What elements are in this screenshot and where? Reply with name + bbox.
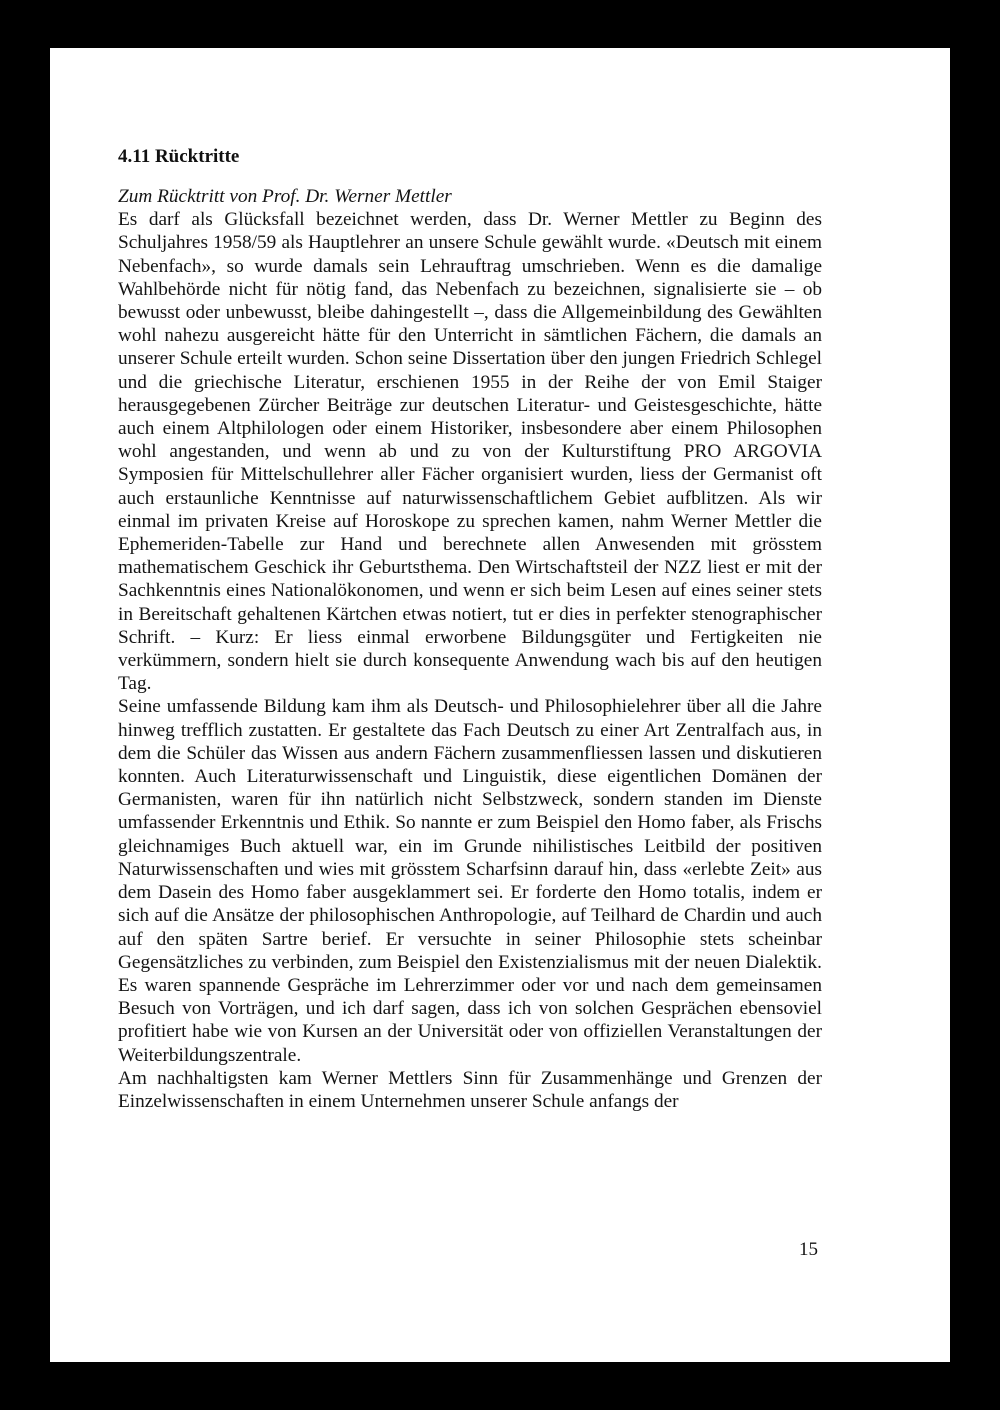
paragraph-3: Am nachhaltigsten kam Werner Mettlers Sinn für Zusammenhänge und Grenzen der Einzelwissenschaften in einem Unternehmen unserer Schule anfangs der — [118, 1067, 822, 1112]
section-heading: 4.11 Rücktritte — [118, 146, 240, 167]
section-body — [118, 185, 822, 1113]
paragraph-1: Es darf als Glücksfall bezeichnet werden, dass Dr. Werner Mettler zu Beginn des Schuljahres 1958/59 als Hauptlehrer an unsere Schule gewählt wurde. «Deutsch mit einem Nebenfach», so wurde damals sein Lehrauftrag umschrieben. Wenn es die damalige Wahlbehörde nicht für nötig fand, das Nebenfach zu bezeichnen, signalisierte sie – ob bewusst oder unbewusst, bleibe dahingestellt –, dass die Allgemeinbildung des Gewählten wohl nahezu ausgereicht hätte für den Unterricht in sämtlichen Fächern, die damals an unserer Schule erteilt wurden. Schon seine Dissertation über den jungen Friedrich Schlegel und die griechische Literatur, erschienen 1955 in der Reihe der von Emil Staiger herausgegebenen Zürcher Beiträge zur deutschen Literatur- und Geistesgeschichte, hätte auch einem Altphilologen oder einem Historiker, insbesondere aber einem Philosophen wohl angestanden, und wenn ab und zu von der Kulturstiftung PRO ARGOVIA Symposien für Mittelschullehrer aller Fächer organisiert wurden, liess der Germanist oft auch erstaunliche Kenntnisse auf naturwissenschaftlichem Gebiet aufblitzen. Als wir einmal im privaten Kreise auf Horoskope zu sprechen kamen, nahm Werner Mettler die Ephemeriden-Tabelle zur Hand und berechnete allen Anwesenden mit grösstem mathematischem Geschick ihr Geburtsthema. Den Wirtschaftsteil der NZZ liest er mit der Sachkenntnis eines Nationalökonomen, und wenn er sich beim Lesen auf eines seiner stets in Bereitschaft gehaltenen Kärtchen etwas notiert, tut er dies in perfekter stenographischer Schrift. – Kurz: Er liess einmal erworbene Bildungsgüter und Fertigkeiten nie verkümmern, sondern hielt sie durch konsequente Anwendung wach bis auf den heutigen Tag. — [118, 209, 822, 695]
section-subtitle: Zum Rücktritt von Prof. Dr. Werner Mettler — [118, 186, 452, 207]
page-number: 15 — [799, 1239, 818, 1260]
paragraph-2: Seine umfassende Bildung kam ihm als Deutsch- und Philosophielehrer über all die Jahre hinweg trefflich zustatten. Er gestaltete das Fach Deutsch zu einer Art Zentralfach aus, in dem die Schüler das Wissen aus andern Fächern zusammenfliessen lassen und diskutieren konnten. Auch Literaturwissenschaft und Linguistik, diese eigentlichen Domänen der Germanisten, waren für ihn natürlich nicht Selbstzweck, sondern standen im Dienste umfassender Erkenntnis und Ethik. So nannte er zum Beispiel den Homo faber, als Frischs gleichnamiges Buch aktuell war, ein im Grunde nihilistisches Leitbild der positiven Naturwissenschaften und wies mit grösstem Scharfsinn darauf hin, dass «erlebte Zeit» aus dem Dasein des Homo faber ausgeklammert sei. Er forderte den Homo totalis, indem er sich auf die Ansätze der philosophischen Anthropologie, auf Teilhard de Chardin und auch auf den späten Sartre berief. Er versuchte in seiner Philosophie stets scheinbar Gegensätzliches zu verbinden, zum Beispiel den Existenzialismus mit der neuen Dialektik. Es waren spannende Gespräche im Lehrerzimmer oder vor und nach dem gemeinsamen Besuch von Vorträgen, und ich darf sagen, dass ich von solchen Gesprächen ebensoviel profitiert habe wie von Kursen an der Universität oder von offiziellen Veranstaltungen der Weiterbildungszentrale. — [118, 696, 822, 1066]
document-page — [50, 48, 950, 1362]
